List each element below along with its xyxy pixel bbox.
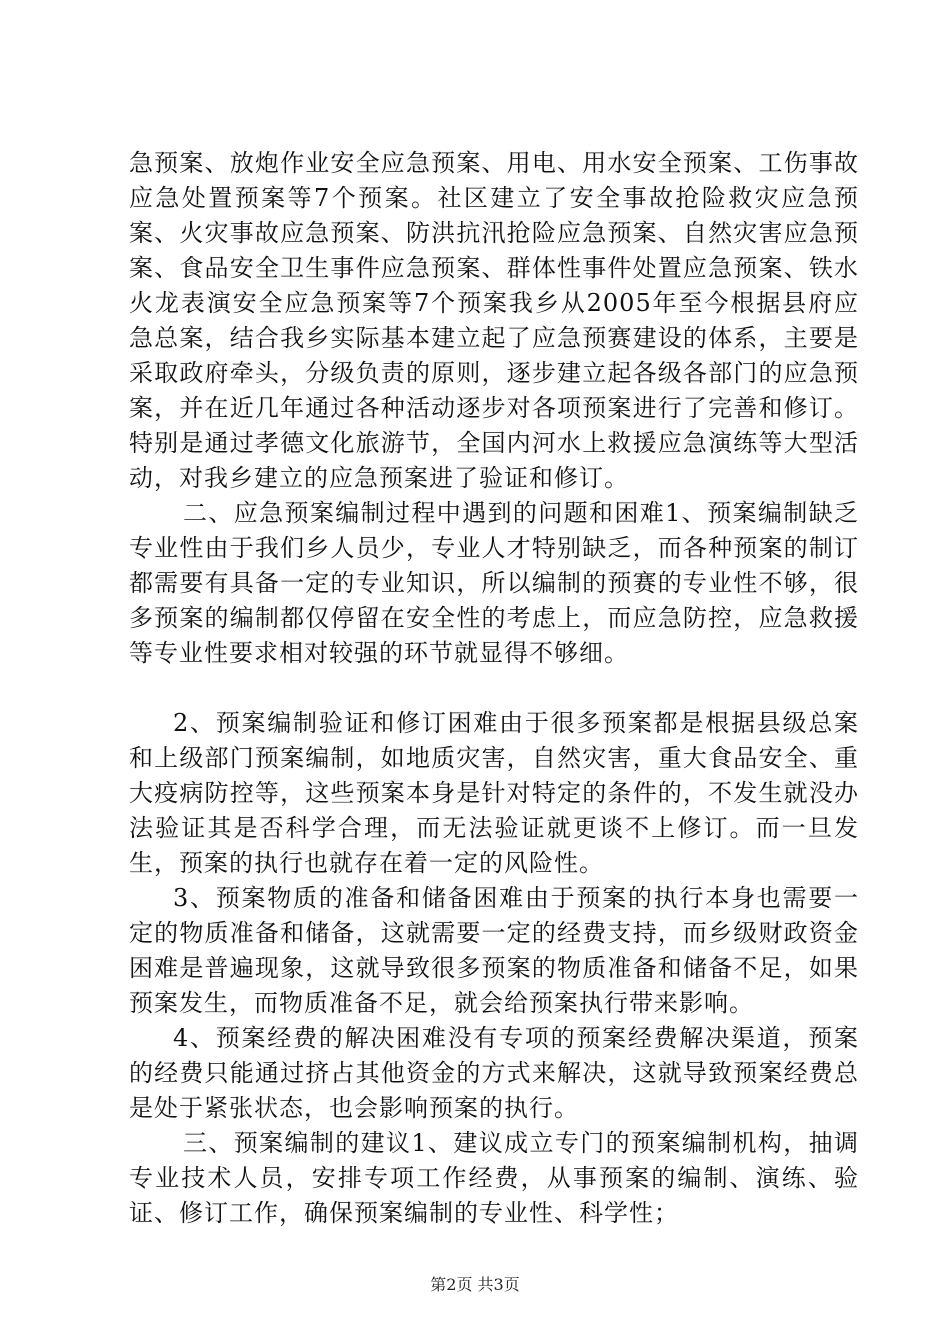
paragraph-1: 急预案、放炮作业安全应急预案、用电、用水安全预案、工伤事故应急处置预案等7个预案。社区建立了安全事故抢险救灾应急预案、火灾事故应急预案、防洪抗汛抢险应急预案、自然灾害应急预案、食品安全卫生事件应急预案、群体性事件处置应急预案、铁水火龙表演安全应急预案等7个预案我乡从2005年至今根据县府应急总案，结合我乡实际基本建立起了应急预赛建设的体系，主要是采取政府牵头，分级负责的原则，逐步建立起各级各部门的应急预案，并在近几年通过各种活动逐步对各项预案进行了完善和修订。特别是通过孝德文化旅游节，全国内河水上救援应急演练等大型活动，对我乡建立的应急预案进了验证和修订。	[129, 149, 859, 492]
paragraph-2: 二、应急预案编制过程中遇到的问题和困难1、预案编制缺乏专业性由于我们乡人员少，专业人才特别缺乏，而各种预案的制订都需要有具备一定的专业知识，所以编制的预赛的专业性不够，很多预案的编制都仅停留在安全性的考虑上，而应急防控，应急救援等专业性要求相对较强的环节就显得不够细。	[129, 499, 859, 667]
paragraph-3: 2、预案编制验证和修订困难由于很多预案都是根据县级总案和上级部门预案编制，如地质灾害，自然灾害，重大食品安全、重大疫病防控等，这些预案本身是针对特定的条件的，不发生就没办法验证其是否科学合理，而无法验证就更谈不上修订。而一旦发生，预案的执行也就存在着一定的风险性。	[129, 709, 859, 877]
paragraph-6: 三、预案编制的建议1、建议成立专门的预案编制机构，抽调专业技术人员，安排专项工作经费，从事预案的编制、演练、验证、修订工作，确保预案编制的专业性、科学性；	[129, 1129, 859, 1227]
paragraph-5: 4、预案经费的解决困难没有专项的预案经费解决渠道，预案的经费只能通过挤占其他资金的方式来解决，这就导致预案经费总是处于紧张状态，也会影响预案的执行。	[129, 1024, 859, 1122]
paragraph-4: 3、预案物质的准备和储备困难由于预案的执行本身也需要一定的物质准备和储备，这就需要一定的经费支持，而乡级财政资金困难是普遍现象，这就导致很多预案的物质准备和储备不足，如果预案发生，而物质准备不足，就会给预案执行带来影响。	[129, 884, 859, 1017]
page-footer: 第2页 共3页	[430, 1275, 520, 1294]
document-body	[129, 146, 859, 1231]
paragraph-spacer	[129, 671, 859, 706]
